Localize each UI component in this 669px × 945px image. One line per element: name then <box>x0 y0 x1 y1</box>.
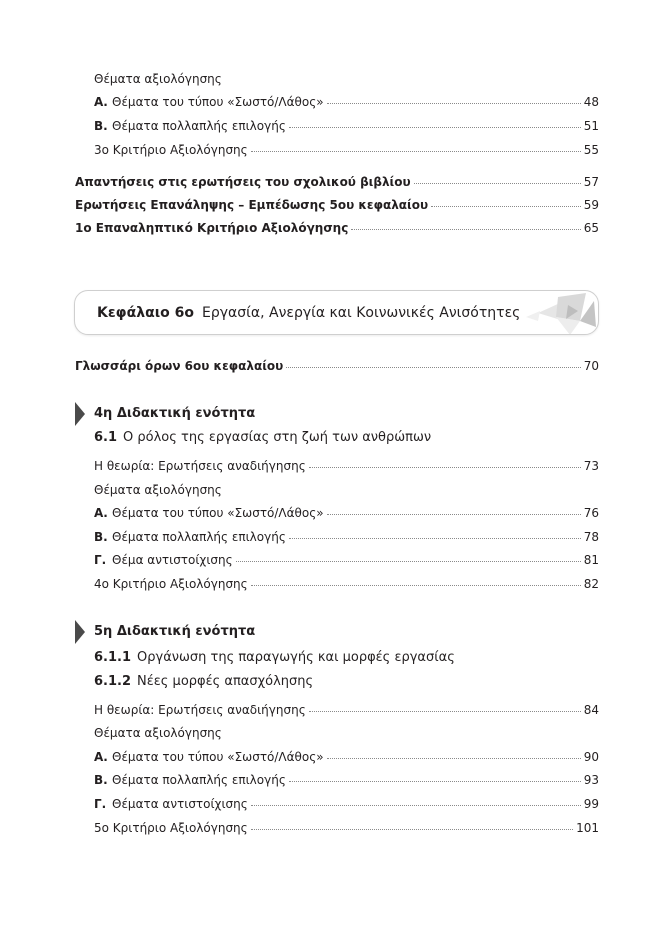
chapter-name: Εργασία, Ανεργία και Κοινωνικές Ανισότητες <box>202 305 521 321</box>
unit-title: 5η Διδακτική ενότητα <box>94 624 256 639</box>
toc-entry[interactable] <box>94 94 599 110</box>
entry-text: Θέματα πολλαπλής επιλογής <box>112 119 286 133</box>
toc-entry[interactable] <box>94 576 599 592</box>
entry-text: 5ο Κριτήριο Αξιολόγησης <box>94 821 248 835</box>
dot-leader <box>327 103 581 104</box>
page-number: 78 <box>583 530 599 544</box>
assessment-heading: Θέματα αξιολόγησης <box>94 483 222 497</box>
section-number: 6.1 <box>94 430 118 445</box>
entry-text: Θέμα αντιστοίχισης <box>112 553 233 567</box>
dot-leader <box>431 206 581 207</box>
dot-leader <box>251 585 581 586</box>
page-number: 101 <box>576 821 599 835</box>
toc-entry[interactable] <box>75 197 599 213</box>
page-number: 84 <box>583 703 599 717</box>
entry-label: Β. <box>94 119 108 133</box>
dot-leader <box>286 367 580 368</box>
toc-entry[interactable] <box>94 796 599 812</box>
entry-text: Απαντήσεις στις ερωτήσεις του σχολικού βιβλίου <box>75 175 411 189</box>
entry-text: Θέματα του τύπου «Σωστό/Λάθος» <box>112 750 324 764</box>
dot-leader <box>351 229 580 230</box>
assessment-heading: Θέματα αξιολόγησης <box>94 72 222 86</box>
entry-label: Γ. <box>94 797 107 811</box>
entry-label: Β. <box>94 530 108 544</box>
page-number: 82 <box>583 577 599 591</box>
chapter-title <box>97 304 520 322</box>
entry-text: 3ο Κριτήριο Αξιολόγησης <box>94 143 248 157</box>
section-number: 6.1.2 <box>94 674 132 689</box>
dot-leader <box>251 805 581 806</box>
entry-text: Θέματα του τύπου «Σωστό/Λάθος» <box>112 95 324 109</box>
dot-leader <box>309 467 581 468</box>
page-number: 99 <box>583 797 599 811</box>
entry-text: Θέματα του τύπου «Σωστό/Λάθος» <box>112 506 324 520</box>
toc-entry[interactable] <box>94 142 599 158</box>
entry-text: Θέματα πολλαπλής επιλογής <box>112 530 286 544</box>
page-number: 70 <box>583 359 599 373</box>
toc-entry[interactable] <box>94 820 599 836</box>
section-title: Ο ρόλος της εργασίας στη ζωή των ανθρώπων <box>123 430 432 445</box>
toc-entry[interactable] <box>94 772 599 788</box>
chapter-number: Κεφάλαιο 6ο <box>97 305 194 321</box>
dot-leader <box>289 538 581 539</box>
unit-marker-icon <box>75 620 85 644</box>
entry-label: Γ. <box>94 553 107 567</box>
section-title: Οργάνωση της παραγωγής και μορφές εργασίας <box>137 650 455 665</box>
toc-entry[interactable] <box>94 529 599 545</box>
entry-label: Α. <box>94 750 108 764</box>
toc-entry[interactable] <box>94 749 599 765</box>
toc-entry[interactable] <box>75 220 599 236</box>
entry-text: Θέματα πολλαπλής επιλογής <box>112 773 286 787</box>
dot-leader <box>251 829 573 830</box>
entry-text: Η θεωρία: Ερωτήσεις αναδιήγησης <box>94 703 306 717</box>
page-number: 59 <box>583 198 599 212</box>
toc-entry[interactable] <box>94 505 599 521</box>
dot-leader <box>309 711 581 712</box>
dot-leader <box>289 127 581 128</box>
page-number: 93 <box>583 773 599 787</box>
dot-leader <box>327 514 581 515</box>
dot-leader <box>251 151 581 152</box>
page-number: 73 <box>583 459 599 473</box>
unit-title: 4η Διδακτική ενότητα <box>94 406 256 421</box>
toc-entry[interactable] <box>94 118 599 134</box>
toc-entry[interactable] <box>75 358 599 374</box>
section-heading <box>94 649 455 667</box>
dot-leader <box>289 781 581 782</box>
page-number: 65 <box>583 221 599 235</box>
chapter-decoration-icon <box>508 291 598 335</box>
page-number: 76 <box>583 506 599 520</box>
page-number: 57 <box>583 175 599 189</box>
section-heading <box>94 673 313 691</box>
assessment-heading: Θέματα αξιολόγησης <box>94 726 222 740</box>
entry-text: Γλωσσάρι όρων 6ου κεφαλαίου <box>75 359 284 373</box>
section-heading <box>94 429 431 447</box>
entry-text: 1ο Επαναληπτικό Κριτήριο Αξιολόγησης <box>75 221 349 235</box>
page-number: 90 <box>583 750 599 764</box>
dot-leader <box>236 561 581 562</box>
section-number: 6.1.1 <box>94 650 132 665</box>
entry-text: Η θεωρία: Ερωτήσεις αναδιήγησης <box>94 459 306 473</box>
entry-label: Α. <box>94 95 108 109</box>
entry-label: Α. <box>94 506 108 520</box>
dot-leader <box>414 183 581 184</box>
page-number: 55 <box>583 143 599 157</box>
dot-leader <box>327 758 581 759</box>
toc-entry[interactable] <box>75 174 599 190</box>
entry-label: Β. <box>94 773 108 787</box>
entry-text: 4ο Κριτήριο Αξιολόγησης <box>94 577 248 591</box>
unit-marker-icon <box>75 402 85 426</box>
toc-entry[interactable] <box>94 702 599 718</box>
chapter-banner <box>74 290 599 335</box>
entry-text: Ερωτήσεις Επανάληψης – Εμπέδωσης 5ου κεφαλαίου <box>75 198 429 212</box>
page-number: 51 <box>583 119 599 133</box>
toc-entry[interactable] <box>94 552 599 568</box>
entry-text: Θέματα αντιστοίχισης <box>112 797 248 811</box>
page-number: 48 <box>583 95 599 109</box>
toc-entry[interactable] <box>94 458 599 474</box>
page-number: 81 <box>583 553 599 567</box>
section-title: Νέες μορφές απασχόλησης <box>137 674 314 689</box>
